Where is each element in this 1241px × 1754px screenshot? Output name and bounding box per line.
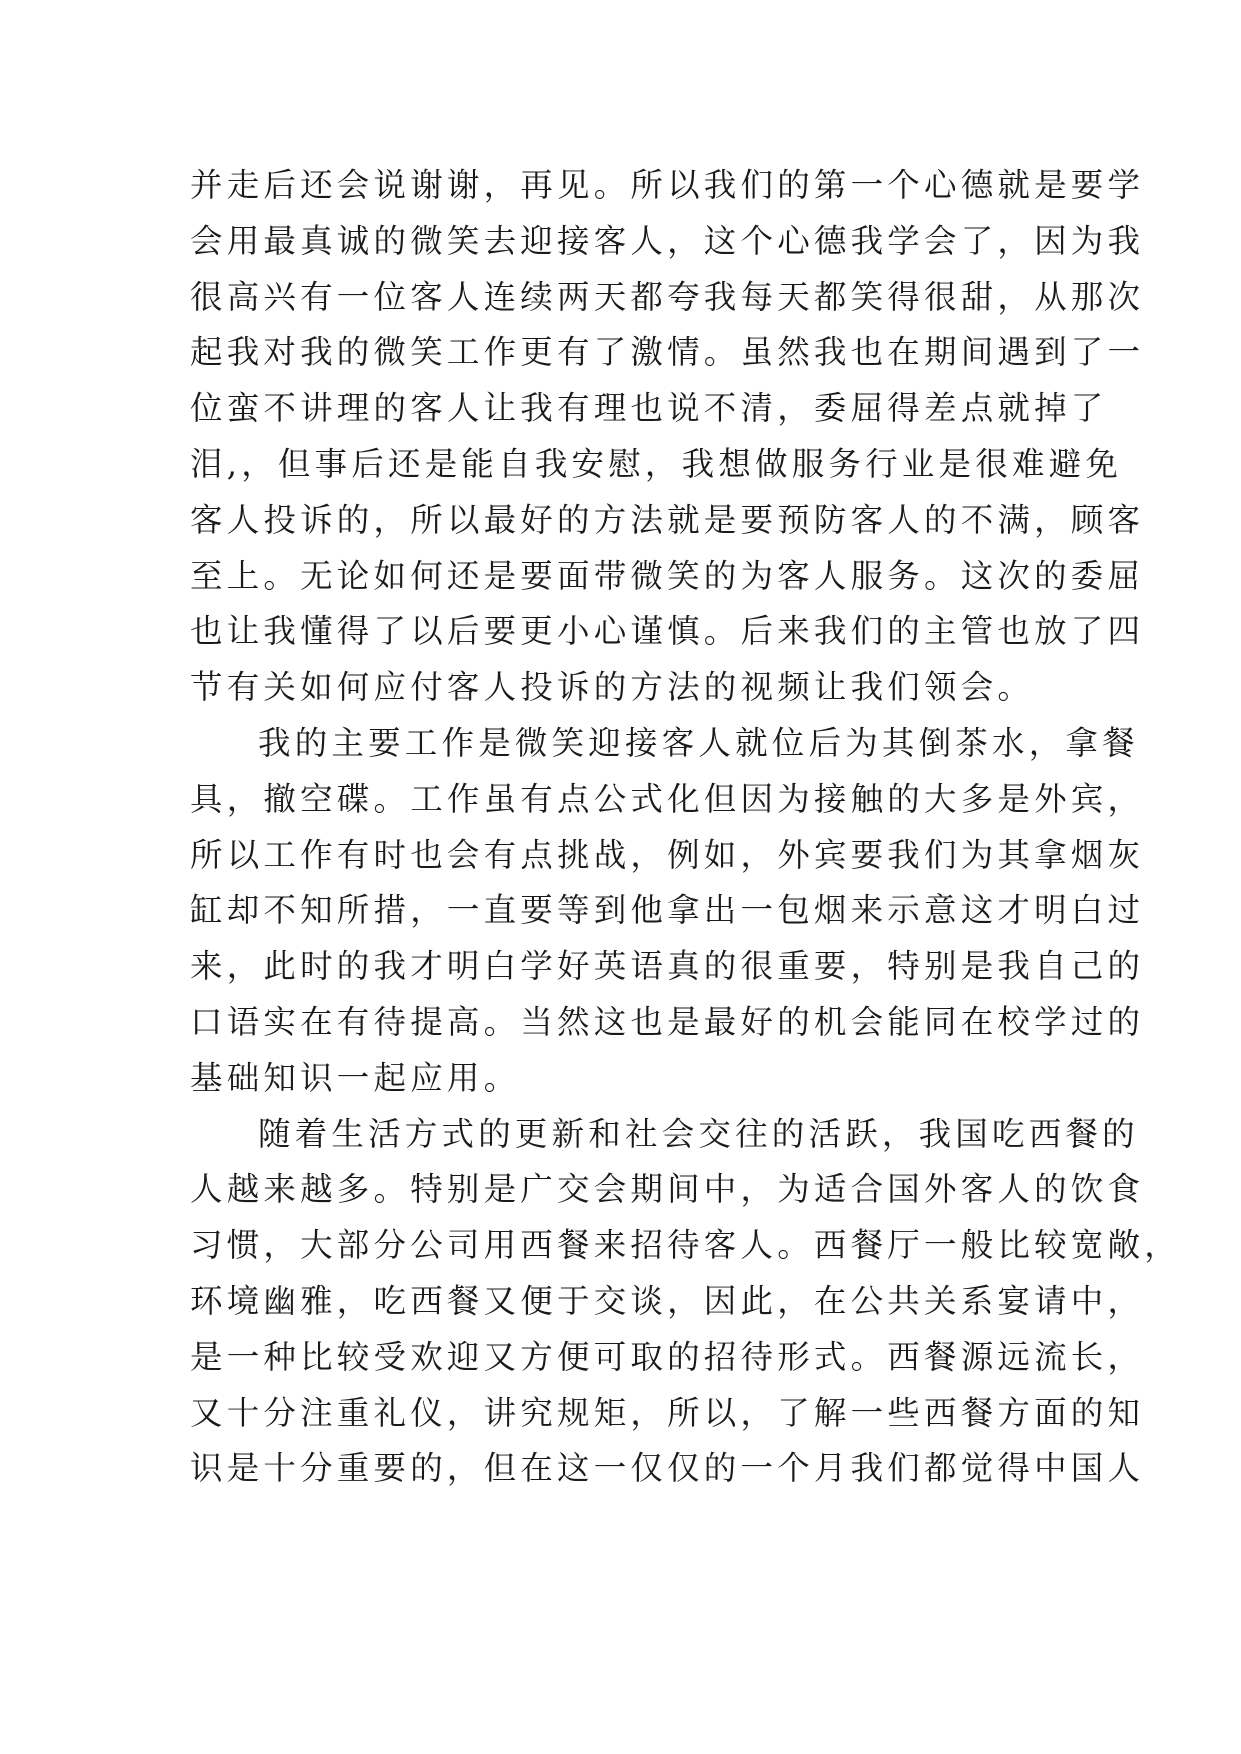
body-text: [190, 158, 1181, 1497]
paragraph-2: [190, 716, 1145, 1107]
paragraph-line: 基础知识一起应用。: [190, 1058, 521, 1097]
paragraph-line: 节有关如何应付客人投诉的方法的视频让我们领会。: [190, 668, 1035, 707]
paragraph-line: 我的主要工作是微笑迎接客人就位后为其倒茶水，拿餐: [258, 723, 1139, 762]
paragraph-line: 会用最真诚的微笑去迎接客人，这个心德我学会了，因为我: [190, 221, 1145, 260]
paragraph-line: 又十分注重礼仪，讲究规矩，所以，了解一些西餐方面的知: [190, 1393, 1145, 1432]
paragraph-line: 所以工作有时也会有点挑战，例如，外宾要我们为其拿烟灰: [190, 835, 1145, 874]
paragraph-line: 至上。无论如何还是要面带微笑的为客人服务。这次的委屈: [190, 556, 1145, 595]
paragraph-line: 很高兴有一位客人连续两天都夸我每天都笑得很甜，从那次: [190, 277, 1145, 316]
paragraph-line: 具，撤空碟。工作虽有点公式化但因为接触的大多是外宾，: [190, 779, 1145, 818]
paragraph-3: [190, 1107, 1181, 1498]
paragraph-line: 起我对我的微笑工作更有了激情。虽然我也在期间遇到了一: [190, 333, 1145, 372]
paragraph-line: 缸却不知所措，一直要等到他拿出一包烟来示意这才明白过: [190, 891, 1145, 930]
paragraph-line: 位蛮不讲理的客人让我有理也说不清，委屈得差点就掉了: [190, 389, 1108, 428]
paragraph-line: 习惯，大部分公司用西餐来招待客人。西餐厅一般比较宽敞，: [190, 1226, 1181, 1265]
paragraph-line: 是一种比较受欢迎又方便可取的招待形式。西餐源远流长，: [190, 1337, 1145, 1376]
paragraph-line: 来，此时的我才明白学好英语真的很重要，特别是我自己的: [190, 947, 1145, 986]
paragraph-1: [190, 158, 1145, 716]
paragraph-line: 也让我懂得了以后要更小心谨慎。后来我们的主管也放了四: [190, 612, 1145, 651]
paragraph-line: 客人投诉的，所以最好的方法就是要预防客人的不满，顾客: [190, 500, 1145, 539]
paragraph-line: 随着生活方式的更新和社会交往的活跃，我国吃西餐的: [258, 1114, 1139, 1153]
paragraph-line: 识是十分重要的，但在这一仅仅的一个月我们都觉得中国人: [190, 1449, 1145, 1488]
paragraph-line: 并走后还会说谢谢，再见。所以我们的第一个心德就是要学: [190, 166, 1145, 204]
paragraph-line: 泪,，但事后还是能自我安慰，我想做服务行业是很难避免: [190, 444, 1123, 483]
paragraph-line: 人越来越多。特别是广交会期间中，为适合国外客人的饮食: [190, 1170, 1145, 1209]
paragraph-line: 环境幽雅，吃西餐又便于交谈，因此，在公共关系宴请中，: [190, 1281, 1145, 1320]
paragraph-line: 口语实在有待提高。当然这也是最好的机会能同在校学过的: [190, 1002, 1145, 1041]
